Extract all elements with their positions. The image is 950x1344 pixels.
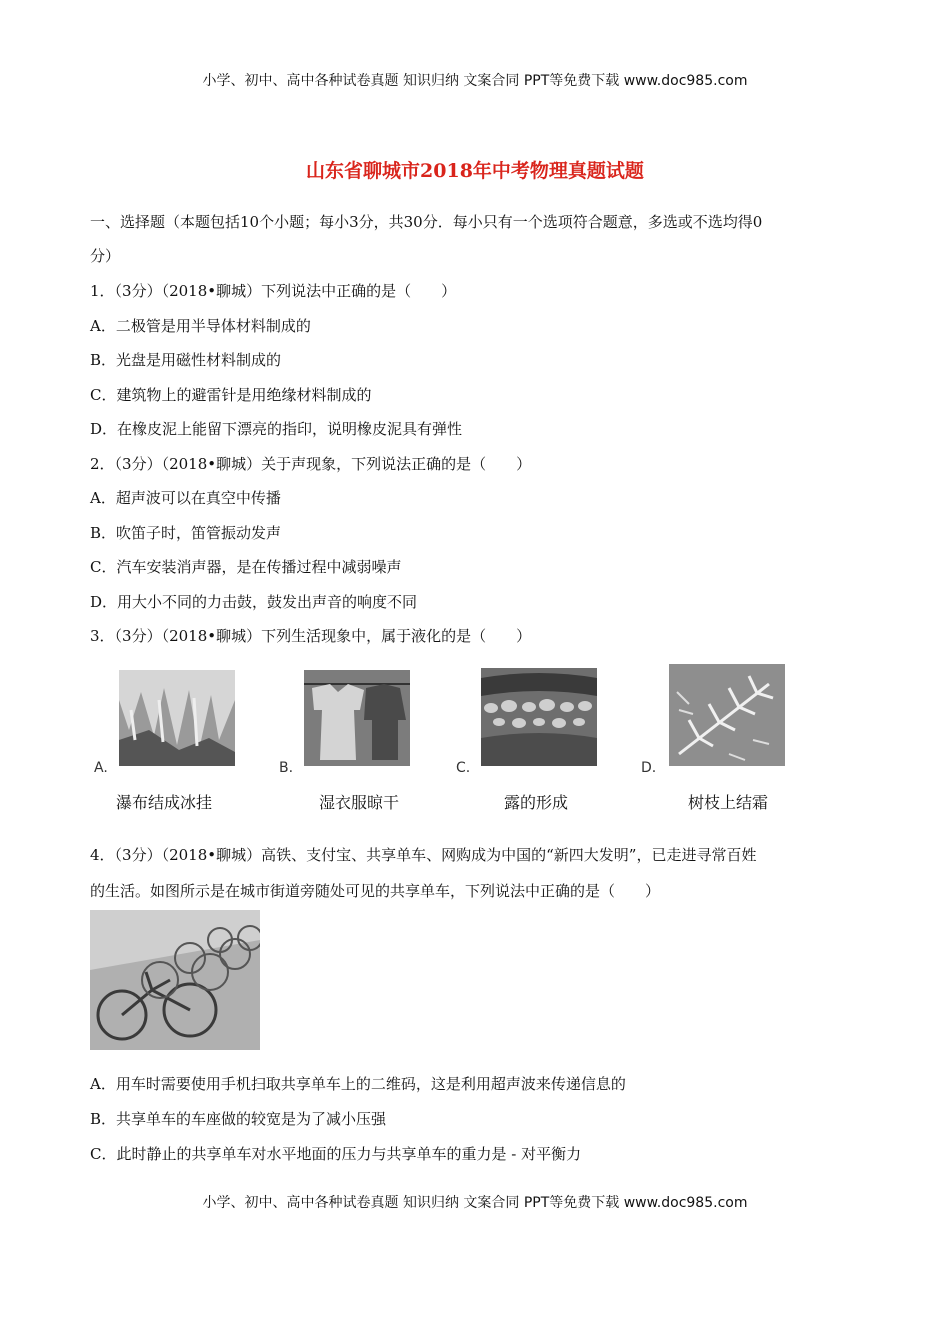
q3-image-a-icicles xyxy=(119,670,235,766)
header-banner: 小学、初中、高中各种试卷真题 知识归纳 文案合同 PPT等免费下载 www.doc985.com xyxy=(202,73,748,89)
q2-stem: 2．（3分）（2018•聊城）关于声现象，下列说法正确的是（ ） xyxy=(90,455,532,473)
q3-option-d-letter: D. xyxy=(641,760,657,776)
q2-option-c: C．汽车安装消声器，是在传播过程中减弱噪声 xyxy=(90,558,402,576)
q3-image-b-drying-clothes xyxy=(304,670,410,766)
q2-option-b: B．吹笛子时，笛管振动发声 xyxy=(90,524,282,542)
q3-option-d-caption: 树枝上结霜 xyxy=(687,793,768,812)
q3-image-c-dew xyxy=(481,668,597,766)
q4-stem-line2: 的生活。如图所示是在城市街道旁随处可见的共享单车，下列说法中正确的是（ ） xyxy=(90,882,661,900)
q1-stem: 1．（3分）（2018•聊城）下列说法中正确的是（ ） xyxy=(90,282,457,300)
q2-option-a: A．超声波可以在真空中传播 xyxy=(90,489,281,507)
q3-stem: 3．（3分）（2018•聊城）下列生活现象中，属于液化的是（ ） xyxy=(90,627,532,645)
q1-option-a: A．二极管是用半导体材料制成的 xyxy=(90,317,311,335)
q4-stem-line1: 4．（3分）（2018•聊城）高铁、支付宝、共享单车、网购成为中国的“新四大发明”，已走进寻常百姓 xyxy=(90,846,757,864)
q4-option-a: A．用车时需要使用手机扫取共享单车上的二维码，这是利用超声波来传递信息的 xyxy=(90,1075,626,1093)
section-instructions-line1: 一、选择题（本题包括10个小题；每小3分，共30分．每小只有一个选项符合题意，多选或不选均得0 xyxy=(90,213,763,231)
footer-banner: 小学、初中、高中各种试卷真题 知识归纳 文案合同 PPT等免费下载 www.doc985.com xyxy=(202,1195,748,1211)
q3-option-a-caption: 瀑布结成冰挂 xyxy=(115,793,212,812)
q3-option-b-caption: 湿衣服晾干 xyxy=(318,793,399,812)
q3-option-a-letter: A. xyxy=(94,760,108,776)
section-instructions-line2: 分） xyxy=(90,247,121,265)
q3-option-c-letter: C. xyxy=(456,760,471,776)
q2-option-d: D．用大小不同的力击鼓，鼓发出声音的响度不同 xyxy=(90,593,418,611)
q4-image-shared-bikes xyxy=(90,910,260,1050)
q3-option-c-caption: 露的形成 xyxy=(503,793,568,812)
q1-option-c: C．建筑物上的避雷针是用绝缘材料制成的 xyxy=(90,386,372,404)
q1-option-d: D．在橡皮泥上能留下漂亮的指印，说明橡皮泥具有弹性 xyxy=(90,420,463,438)
q1-option-b: B．光盘是用磁性材料制成的 xyxy=(90,351,282,369)
q4-option-b: B．共享单车的车座做的较宽是为了减小压强 xyxy=(90,1110,387,1128)
q3-image-d-frost xyxy=(669,664,785,766)
page-title: 山东省聊城市2018年中考物理真题试题 xyxy=(306,160,644,182)
q3-option-b-letter: B. xyxy=(279,760,294,776)
q4-option-c: C．此时静止的共享单车对水平地面的压力与共享单车的重力是 - 对平衡力 xyxy=(90,1145,582,1163)
